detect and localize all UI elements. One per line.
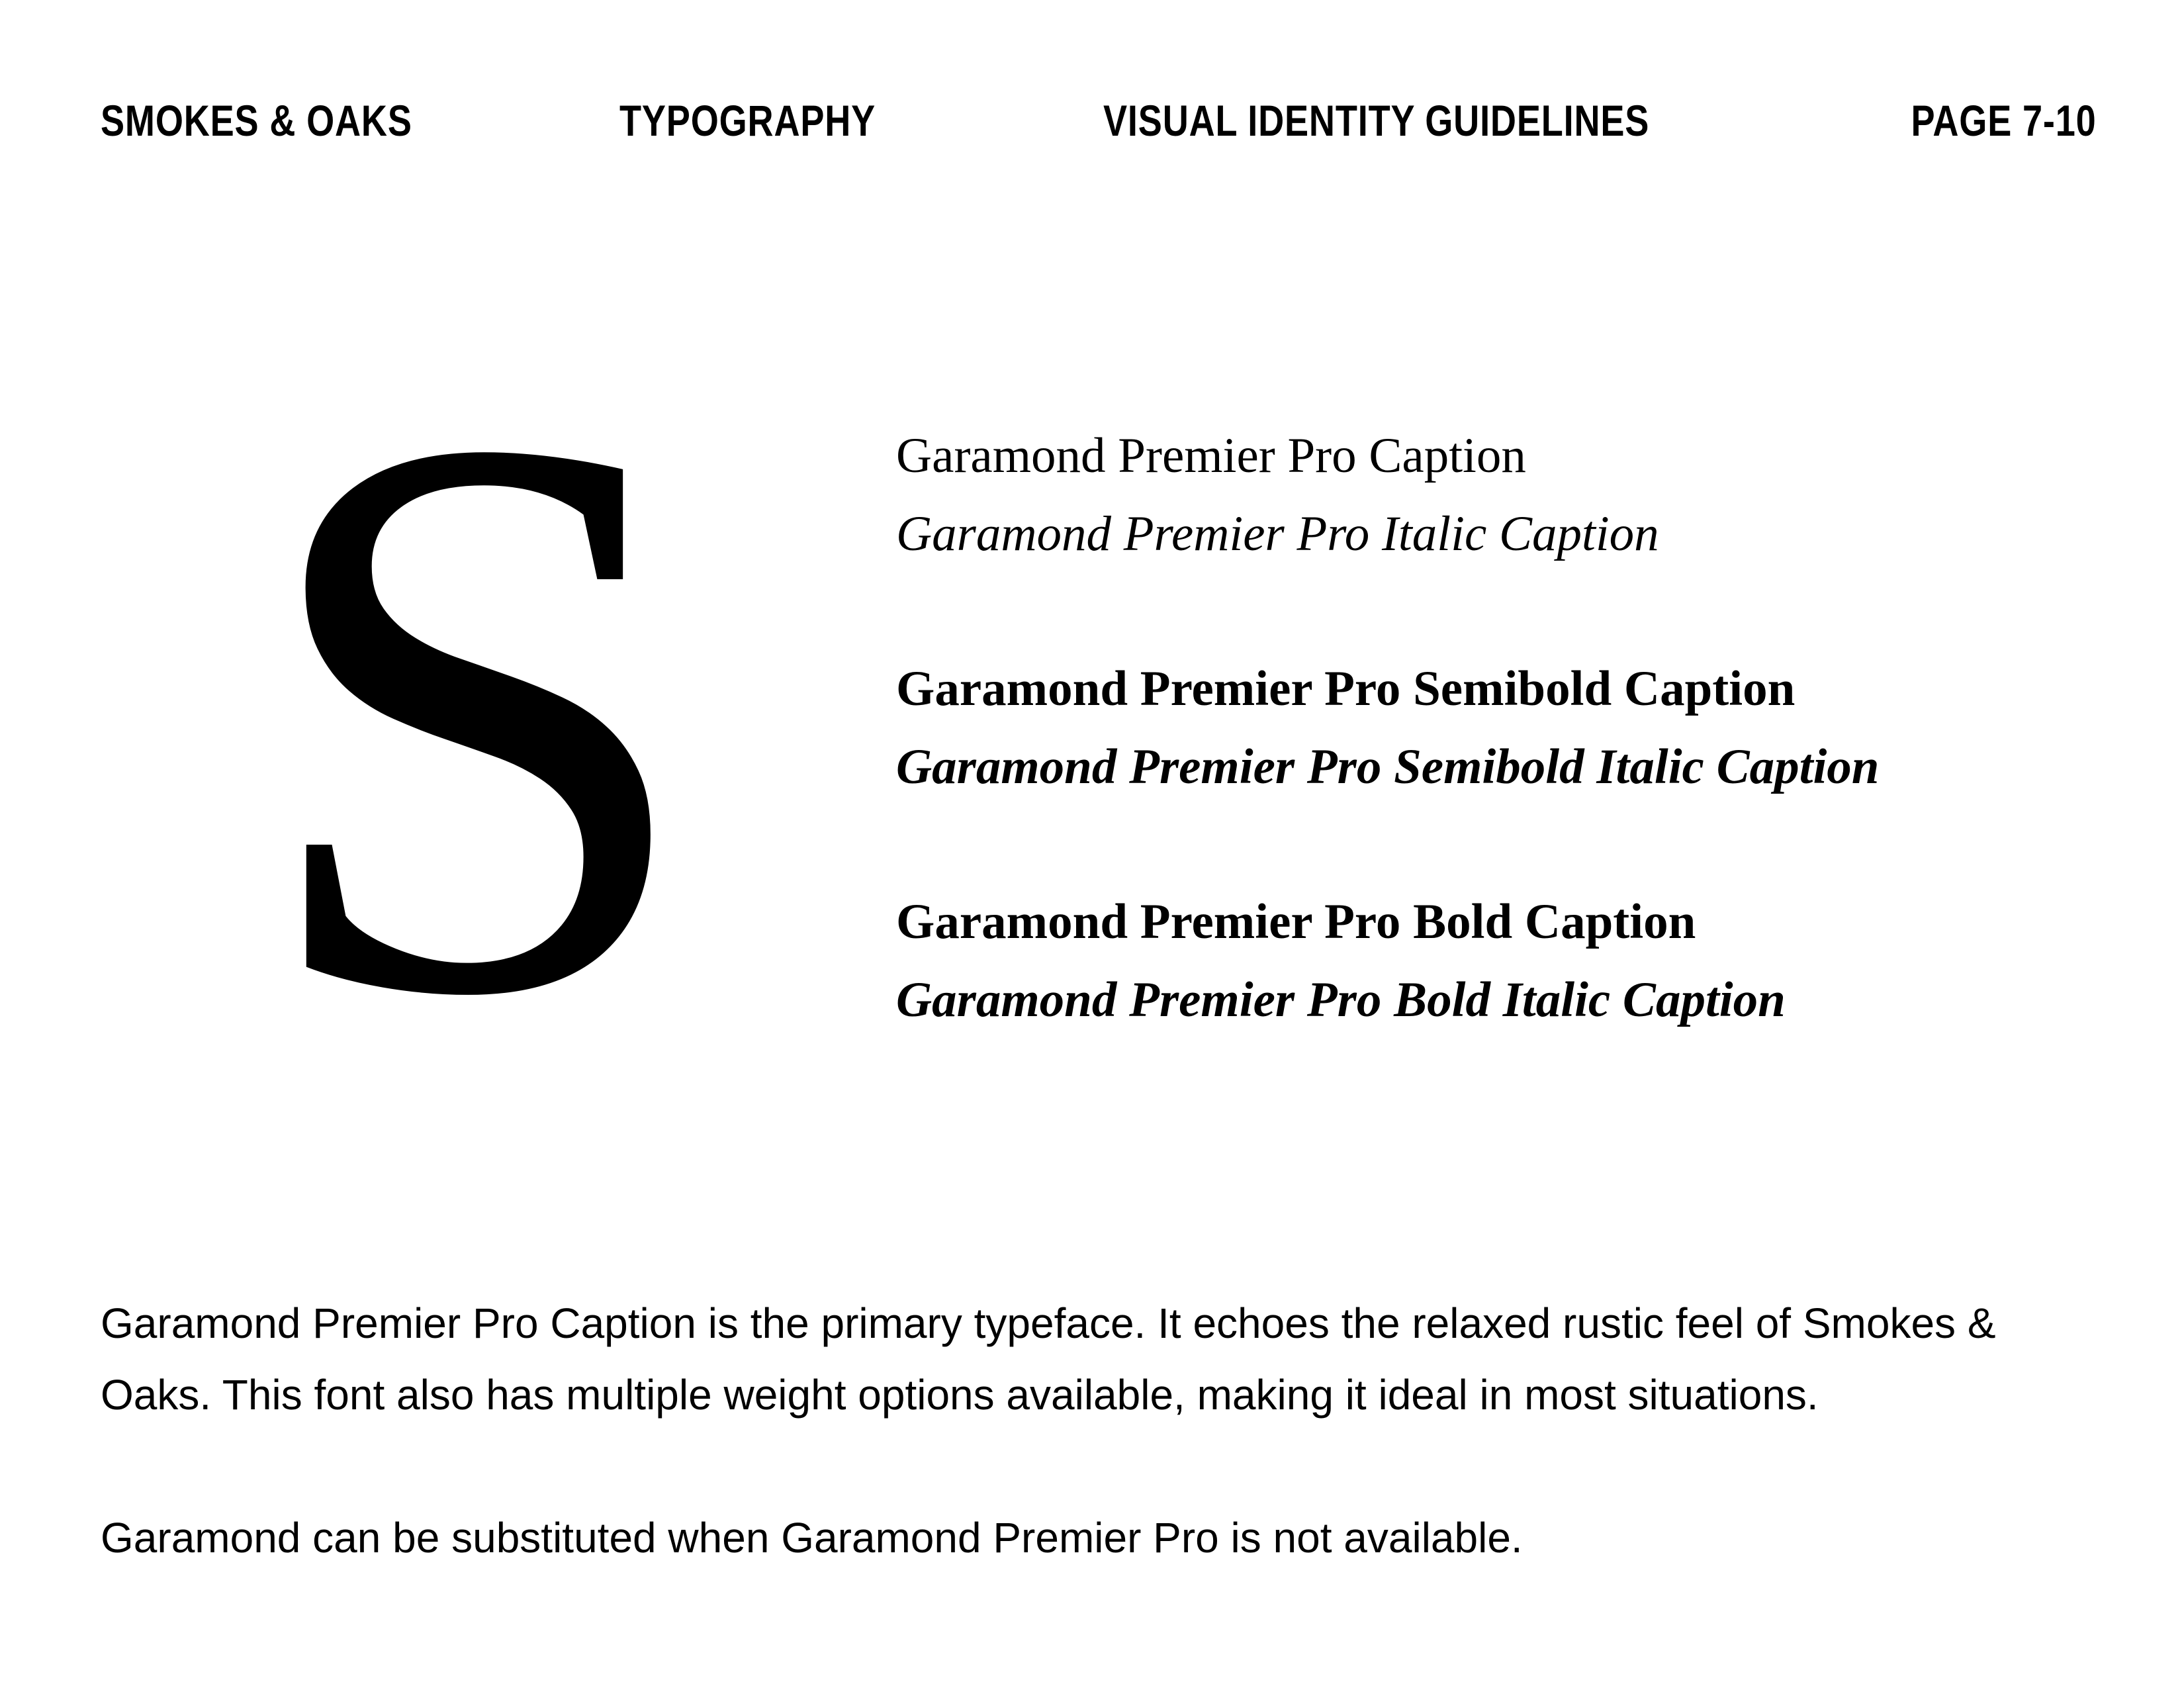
header-document-title: VISUAL IDENTITY GUIDELINES — [1103, 96, 1650, 145]
header-brand: SMOKES & OAKS — [101, 96, 412, 145]
sample-regular: Garamond Premier Pro Caption — [896, 428, 1526, 483]
header-section-title: TYPOGRAPHY — [619, 96, 876, 145]
body-copy — [101, 1288, 2106, 1645]
sample-bold: Garamond Premier Pro Bold Caption — [896, 894, 1696, 949]
sample-semibold: Garamond Premier Pro Semibold Caption — [896, 661, 1796, 716]
sample-bold-italic: Garamond Premier Pro Bold Italic Caption — [896, 972, 1786, 1027]
sample-group-regular — [896, 417, 1880, 573]
sample-group-bold — [896, 883, 1880, 1039]
sample-semibold-italic: Garamond Premier Pro Semibold Italic Caption — [896, 739, 1880, 794]
body-paragraph-substitution: Garamond can be substituted when Garamond Premier Pro is not available. — [101, 1514, 1523, 1562]
sample-group-semibold — [896, 650, 1880, 806]
typeface-sample-list — [896, 417, 1880, 1116]
body-paragraph-primary-typeface: Garamond Premier Pro Caption is the primary typeface. It echoes the relaxed rustic feel of Smokes & Oaks. This font also has multiple weight options available, making it ideal in most situations. — [101, 1299, 1996, 1419]
header-page-number: PAGE 7-10 — [1911, 96, 2097, 145]
glyph-specimen: S — [251, 267, 701, 1162]
sample-italic: Garamond Premier Pro Italic Caption — [896, 506, 1659, 561]
